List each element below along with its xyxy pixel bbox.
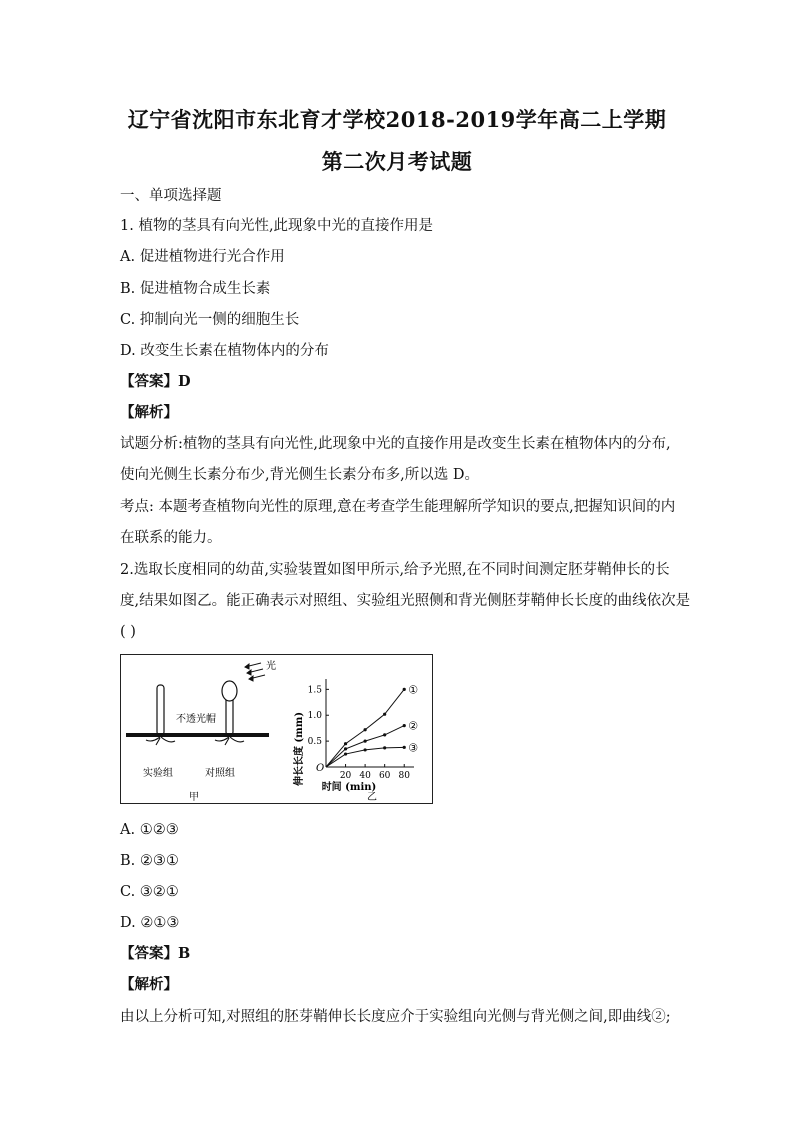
q1-analysis-line: 使向光侧生长素分布少,背光侧生长素分布多,所以选 D。 <box>120 467 479 483</box>
q2-option-d: D. ②①③ <box>120 915 180 931</box>
q1-option-a: A. 促进植物进行光合作用 <box>120 249 285 265</box>
panel-b-label: 乙 <box>367 792 377 803</box>
chart-y-tick-label: 1.0 <box>307 711 322 722</box>
chart-series-label: ② <box>408 719 419 733</box>
q1-stem: 1. 植物的茎具有向光性,此现象中光的直接作用是 <box>120 218 434 234</box>
q1-option-d: D. 改变生长素在植物体内的分布 <box>120 343 329 359</box>
ctrl-seed-root <box>215 737 244 745</box>
light-label: 光 <box>266 661 276 672</box>
chart-xlabel: 时间 (min) <box>321 782 377 793</box>
chart-data-point <box>383 746 386 749</box>
q1-answer: 【答案】D <box>120 373 191 390</box>
chart-data-point <box>383 713 386 716</box>
chart-ylabel: 伸长长度 (mm) <box>294 711 305 787</box>
chart-x-tick-label: 80 <box>398 771 410 781</box>
chart-x-tick-label: 40 <box>359 771 371 781</box>
chart-origin-label: O <box>316 763 325 774</box>
q2-stem-line: 度,结果如图乙。能正确表示对照组、实验组光照侧和背光侧胚芽鞘伸长长度的曲线依次是 <box>120 593 691 609</box>
q1-analysis-line: 考点: 本题考查植物向光性的原理,意在考查学生能理解所学知识的要点,把握知识间的内 <box>120 499 676 515</box>
chart-data-point <box>344 752 347 755</box>
chart-data-point <box>364 728 367 731</box>
chart-x-tick-label: 60 <box>378 771 391 781</box>
cap-label: 不透光帽 <box>176 714 216 725</box>
q1-option-b: B. 促进植物合成生长素 <box>120 281 271 297</box>
chart-data-point <box>364 748 367 751</box>
chart-data-point <box>364 740 367 743</box>
chart-data-point <box>383 733 386 736</box>
section-heading: 一、单项选择题 <box>120 188 222 204</box>
chart-data-point <box>344 742 347 745</box>
q2-stem-line: ( ) <box>120 624 136 640</box>
light-arrows <box>245 663 265 681</box>
chart-y-tick-label: 1.5 <box>307 685 322 696</box>
growth-chart <box>292 679 418 793</box>
chart-data-point <box>403 746 406 749</box>
chart-x-tick-label: 20 <box>339 771 352 781</box>
chart-series-label: ③ <box>408 741 419 755</box>
chart-y-tick-label: 0.5 <box>307 737 322 748</box>
chart-series-line <box>326 726 404 767</box>
chart-series-label: ① <box>408 683 419 697</box>
panel-a-label: 甲 <box>189 792 199 803</box>
chart-data-point <box>403 688 406 691</box>
q1-analysis-line: 在联系的能力。 <box>120 530 222 546</box>
q2-option-b: B. ②③① <box>120 853 179 869</box>
q2-figure <box>120 654 433 804</box>
q1-analysis-label: 【解析】 <box>120 404 178 421</box>
opaque-cap <box>222 681 237 701</box>
group-ctrl-label: 对照组 <box>205 768 235 779</box>
q2-analysis-line: 由以上分析可知,对照组的胚芽鞘伸长长度应介于实验组向光侧与背光侧之间,即曲线②; <box>120 1009 671 1025</box>
q2-option-a: A. ①②③ <box>120 822 179 838</box>
group-exp-label: 实验组 <box>143 768 173 779</box>
doc-title-line1: 辽宁省沈阳市东北育才学校2018-2019学年高二上学期 <box>127 107 667 132</box>
chart-data-point <box>344 747 347 750</box>
q2-option-c: C. ③②① <box>120 884 179 900</box>
q2-answer: 【答案】B <box>120 945 191 962</box>
q2-stem-line: 2.选取长度相同的幼苗,实验装置如图甲所示,给予光照,在不同时间测定胚芽鞘伸长的长 <box>120 562 670 578</box>
q2-figure-svg <box>121 655 432 803</box>
chart-data-point <box>403 724 406 727</box>
exp-seed-root <box>146 737 175 745</box>
q2-analysis-label: 【解析】 <box>120 976 178 993</box>
exp-coleoptile <box>157 685 164 735</box>
doc-title-line2: 第二次月考试题 <box>321 149 473 174</box>
q1-option-c: C. 抑制向光一侧的细胞生长 <box>120 312 300 328</box>
q1-analysis-line: 试题分析:植物的茎具有向光性,此现象中光的直接作用是改变生长素在植物体内的分布, <box>120 436 671 452</box>
